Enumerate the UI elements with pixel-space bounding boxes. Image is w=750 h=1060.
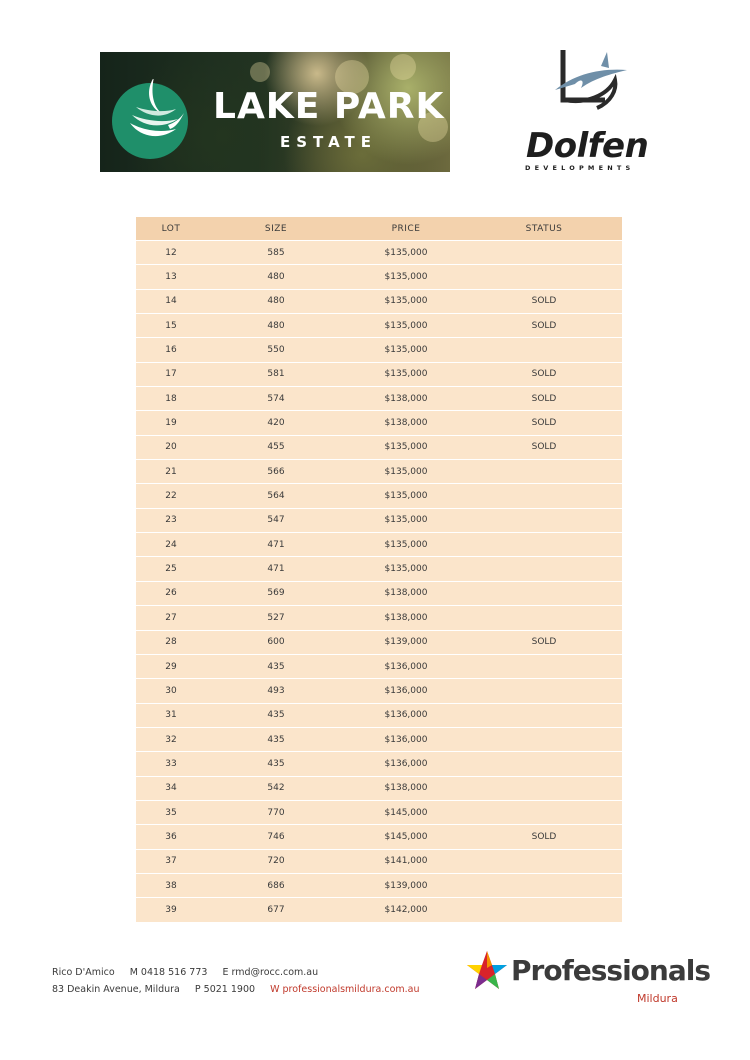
column-header-lot: LOT: [136, 217, 206, 241]
table-row: [136, 654, 622, 678]
price-cell: $135,000: [346, 241, 466, 265]
agent-name: Rico D'Amico: [52, 967, 115, 978]
contact-line-1: [52, 964, 420, 981]
status-cell: [466, 606, 622, 630]
table-row: [136, 679, 622, 703]
lot-cell: 18: [136, 387, 206, 411]
status-cell: [466, 679, 622, 703]
size-cell: 435: [206, 752, 346, 776]
size-cell: 435: [206, 727, 346, 751]
status-cell: SOLD: [466, 825, 622, 849]
table-row: [136, 265, 622, 289]
status-cell: SOLD: [466, 362, 622, 386]
price-cell: $135,000: [346, 484, 466, 508]
price-cell: $135,000: [346, 338, 466, 362]
price-cell: $138,000: [346, 776, 466, 800]
status-cell: [466, 460, 622, 484]
status-cell: [466, 654, 622, 678]
lot-cell: 29: [136, 654, 206, 678]
lot-cell: 22: [136, 484, 206, 508]
lot-cell: 20: [136, 435, 206, 459]
bokeh-light: [250, 62, 270, 82]
size-cell: 581: [206, 362, 346, 386]
table-row: [136, 630, 622, 654]
lot-cell: 36: [136, 825, 206, 849]
price-cell: $136,000: [346, 679, 466, 703]
professionals-star-icon: [466, 950, 508, 990]
brand-title: LAKE PARK: [213, 86, 445, 127]
status-cell: SOLD: [466, 387, 622, 411]
table-row: [136, 703, 622, 727]
lake-park-bird-logo-icon: [110, 79, 190, 159]
lot-cell: 16: [136, 338, 206, 362]
status-cell: SOLD: [466, 435, 622, 459]
size-cell: 480: [206, 289, 346, 313]
table-row: [136, 776, 622, 800]
price-cell: $138,000: [346, 606, 466, 630]
table-row: [136, 752, 622, 776]
agency-name: Professionals: [511, 954, 710, 987]
status-cell: [466, 241, 622, 265]
price-cell: $135,000: [346, 557, 466, 581]
lot-cell: 19: [136, 411, 206, 435]
status-cell: [466, 581, 622, 605]
lot-cell: 28: [136, 630, 206, 654]
status-cell: [466, 533, 622, 557]
developer-subtitle: DEVELOPMENTS: [525, 164, 635, 172]
lot-cell: 14: [136, 289, 206, 313]
table-row: [136, 314, 622, 338]
table-body: [136, 241, 622, 923]
developer-name: Dolfen: [526, 126, 649, 166]
price-cell: $136,000: [346, 752, 466, 776]
price-cell: $141,000: [346, 849, 466, 873]
lot-cell: 13: [136, 265, 206, 289]
size-cell: 471: [206, 533, 346, 557]
status-cell: [466, 752, 622, 776]
contact-line-2: [52, 981, 420, 998]
price-cell: $138,000: [346, 387, 466, 411]
column-header-price: PRICE: [346, 217, 466, 241]
price-cell: $135,000: [346, 435, 466, 459]
lot-cell: 32: [136, 727, 206, 751]
size-cell: 527: [206, 606, 346, 630]
lake-park-banner: [100, 52, 450, 172]
size-cell: 566: [206, 460, 346, 484]
size-cell: 435: [206, 654, 346, 678]
size-cell: 420: [206, 411, 346, 435]
size-cell: 480: [206, 314, 346, 338]
status-cell: [466, 265, 622, 289]
bokeh-light: [390, 54, 416, 80]
lot-cell: 33: [136, 752, 206, 776]
table-row: [136, 508, 622, 532]
price-cell: $139,000: [346, 873, 466, 897]
website-link[interactable]: professionalsmildura.com.au: [282, 984, 420, 995]
column-header-status: STATUS: [466, 217, 622, 241]
table-row: [136, 362, 622, 386]
size-cell: 770: [206, 800, 346, 824]
size-cell: 585: [206, 241, 346, 265]
mobile-label: M: [129, 967, 138, 978]
lot-cell: 15: [136, 314, 206, 338]
table-row: [136, 241, 622, 265]
status-cell: [466, 727, 622, 751]
status-cell: [466, 898, 622, 922]
status-cell: [466, 849, 622, 873]
table-row: [136, 484, 622, 508]
dolfen-dolphin-logo-icon: [545, 44, 630, 114]
agency-location: Mildura: [637, 992, 678, 1005]
size-cell: 569: [206, 581, 346, 605]
table-row: [136, 606, 622, 630]
size-cell: 746: [206, 825, 346, 849]
lot-cell: 17: [136, 362, 206, 386]
price-cell: $135,000: [346, 314, 466, 338]
price-cell: $145,000: [346, 825, 466, 849]
table-row: [136, 849, 622, 873]
size-cell: 720: [206, 849, 346, 873]
price-cell: $135,000: [346, 460, 466, 484]
size-cell: 600: [206, 630, 346, 654]
price-cell: $136,000: [346, 727, 466, 751]
price-cell: $135,000: [346, 362, 466, 386]
price-cell: $138,000: [346, 411, 466, 435]
email-link[interactable]: rmd@rocc.com.au: [231, 967, 319, 978]
status-cell: [466, 484, 622, 508]
professionals-logo: [466, 948, 710, 1008]
phone-number[interactable]: 5021 1900: [203, 984, 256, 995]
price-cell: $138,000: [346, 581, 466, 605]
dolfen-logo: [520, 44, 650, 176]
price-cell: $136,000: [346, 654, 466, 678]
table-row: [136, 873, 622, 897]
lot-cell: 31: [136, 703, 206, 727]
lot-price-table: [136, 217, 622, 923]
status-cell: [466, 873, 622, 897]
status-cell: [466, 338, 622, 362]
status-cell: [466, 557, 622, 581]
size-cell: 686: [206, 873, 346, 897]
status-cell: SOLD: [466, 289, 622, 313]
contact-footer: [52, 964, 420, 998]
table-row: [136, 533, 622, 557]
price-cell: $136,000: [346, 703, 466, 727]
table-header-row: [136, 217, 622, 241]
column-header-size: SIZE: [206, 217, 346, 241]
status-cell: [466, 776, 622, 800]
web-label: W: [270, 984, 280, 995]
status-cell: [466, 703, 622, 727]
table-row: [136, 557, 622, 581]
price-cell: $135,000: [346, 289, 466, 313]
size-cell: 677: [206, 898, 346, 922]
lot-cell: 35: [136, 800, 206, 824]
table-row: [136, 581, 622, 605]
brand-subtitle: ESTATE: [280, 133, 378, 151]
lot-cell: 24: [136, 533, 206, 557]
lot-cell: 39: [136, 898, 206, 922]
price-cell: $145,000: [346, 800, 466, 824]
size-cell: 455: [206, 435, 346, 459]
lot-cell: 12: [136, 241, 206, 265]
lot-cell: 23: [136, 508, 206, 532]
status-cell: [466, 508, 622, 532]
size-cell: 574: [206, 387, 346, 411]
lot-cell: 37: [136, 849, 206, 873]
lot-cell: 27: [136, 606, 206, 630]
price-cell: $139,000: [346, 630, 466, 654]
size-cell: 471: [206, 557, 346, 581]
table-row: [136, 800, 622, 824]
size-cell: 435: [206, 703, 346, 727]
price-cell: $142,000: [346, 898, 466, 922]
phone-label: P: [194, 984, 201, 995]
lot-cell: 25: [136, 557, 206, 581]
size-cell: 493: [206, 679, 346, 703]
price-cell: $135,000: [346, 508, 466, 532]
status-cell: SOLD: [466, 630, 622, 654]
lot-cell: 26: [136, 581, 206, 605]
price-cell: $135,000: [346, 265, 466, 289]
lot-cell: 30: [136, 679, 206, 703]
size-cell: 542: [206, 776, 346, 800]
size-cell: 480: [206, 265, 346, 289]
status-cell: SOLD: [466, 411, 622, 435]
office-address: 83 Deakin Avenue, Mildura: [52, 984, 180, 995]
table-row: [136, 289, 622, 313]
lot-cell: 21: [136, 460, 206, 484]
table-row: [136, 898, 622, 922]
size-cell: 547: [206, 508, 346, 532]
table-row: [136, 825, 622, 849]
lot-cell: 34: [136, 776, 206, 800]
table-row: [136, 387, 622, 411]
lot-cell: 38: [136, 873, 206, 897]
table-row: [136, 727, 622, 751]
table-row: [136, 338, 622, 362]
mobile-number[interactable]: 0418 516 773: [140, 967, 208, 978]
status-cell: SOLD: [466, 314, 622, 338]
size-cell: 550: [206, 338, 346, 362]
table-row: [136, 460, 622, 484]
price-cell: $135,000: [346, 533, 466, 557]
table-row: [136, 435, 622, 459]
size-cell: 564: [206, 484, 346, 508]
table-row: [136, 411, 622, 435]
status-cell: [466, 800, 622, 824]
email-label: E: [222, 967, 229, 978]
